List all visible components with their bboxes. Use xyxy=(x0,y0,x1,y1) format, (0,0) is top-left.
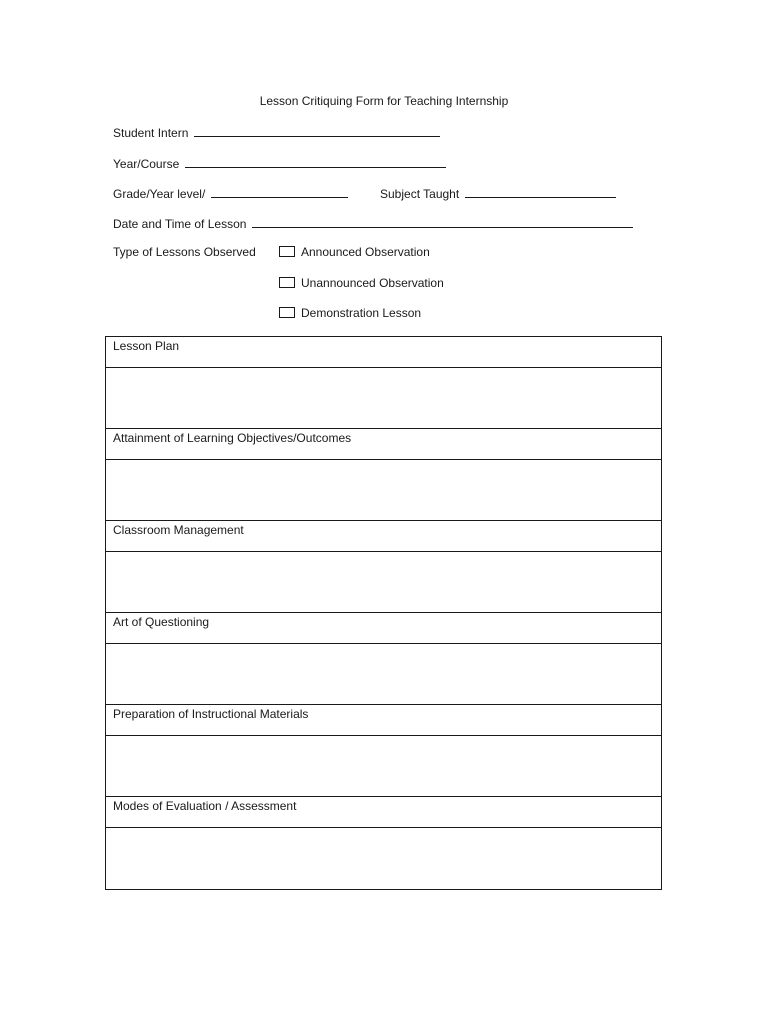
option-announced[interactable] xyxy=(279,245,430,259)
year-course-field[interactable] xyxy=(185,155,446,168)
student-intern-row xyxy=(113,124,440,140)
announced-checkbox[interactable] xyxy=(279,246,295,257)
date-time-field[interactable] xyxy=(252,215,633,228)
unannounced-checkbox[interactable] xyxy=(279,277,295,288)
date-time-row xyxy=(113,215,633,231)
section-body-evaluation[interactable] xyxy=(106,828,661,889)
section-heading-art-of-questioning: Art of Questioning xyxy=(106,613,661,644)
section-heading-evaluation: Modes of Evaluation / Assessment xyxy=(106,797,661,828)
type-observed-label: Type of Lessons Observed xyxy=(113,245,256,259)
section-heading-instructional-materials: Preparation of Instructional Materials xyxy=(106,705,661,736)
section-body-instructional-materials[interactable] xyxy=(106,736,661,797)
unannounced-label: Unannounced Observation xyxy=(301,276,444,290)
demonstration-checkbox[interactable] xyxy=(279,307,295,318)
year-course-row xyxy=(113,155,446,171)
subject-taught-row xyxy=(380,185,616,201)
section-body-learning-objectives[interactable] xyxy=(106,460,661,521)
form-title: Lesson Critiquing Form for Teaching Internship xyxy=(259,94,509,108)
date-time-label: Date and Time of Lesson xyxy=(113,217,247,231)
critique-sections-table xyxy=(105,336,662,890)
option-demonstration[interactable] xyxy=(279,306,421,320)
section-body-lesson-plan[interactable] xyxy=(106,368,661,429)
grade-level-row xyxy=(113,185,348,201)
option-unannounced[interactable] xyxy=(279,276,444,290)
section-heading-learning-objectives: Attainment of Learning Objectives/Outcomes xyxy=(106,429,661,460)
year-course-label: Year/Course xyxy=(113,157,180,171)
subject-taught-field[interactable] xyxy=(465,185,616,198)
grade-level-field[interactable] xyxy=(211,185,348,198)
section-heading-classroom-management: Classroom Management xyxy=(106,521,661,552)
section-body-classroom-management[interactable] xyxy=(106,552,661,613)
section-heading-lesson-plan: Lesson Plan xyxy=(106,337,661,368)
student-intern-field[interactable] xyxy=(194,124,440,137)
demonstration-label: Demonstration Lesson xyxy=(301,306,422,320)
grade-level-label: Grade/Year level/ xyxy=(113,187,206,201)
section-body-art-of-questioning[interactable] xyxy=(106,644,661,705)
announced-label: Announced Observation xyxy=(301,245,430,259)
subject-taught-label: Subject Taught xyxy=(380,187,460,201)
student-intern-label: Student Intern xyxy=(113,126,189,140)
